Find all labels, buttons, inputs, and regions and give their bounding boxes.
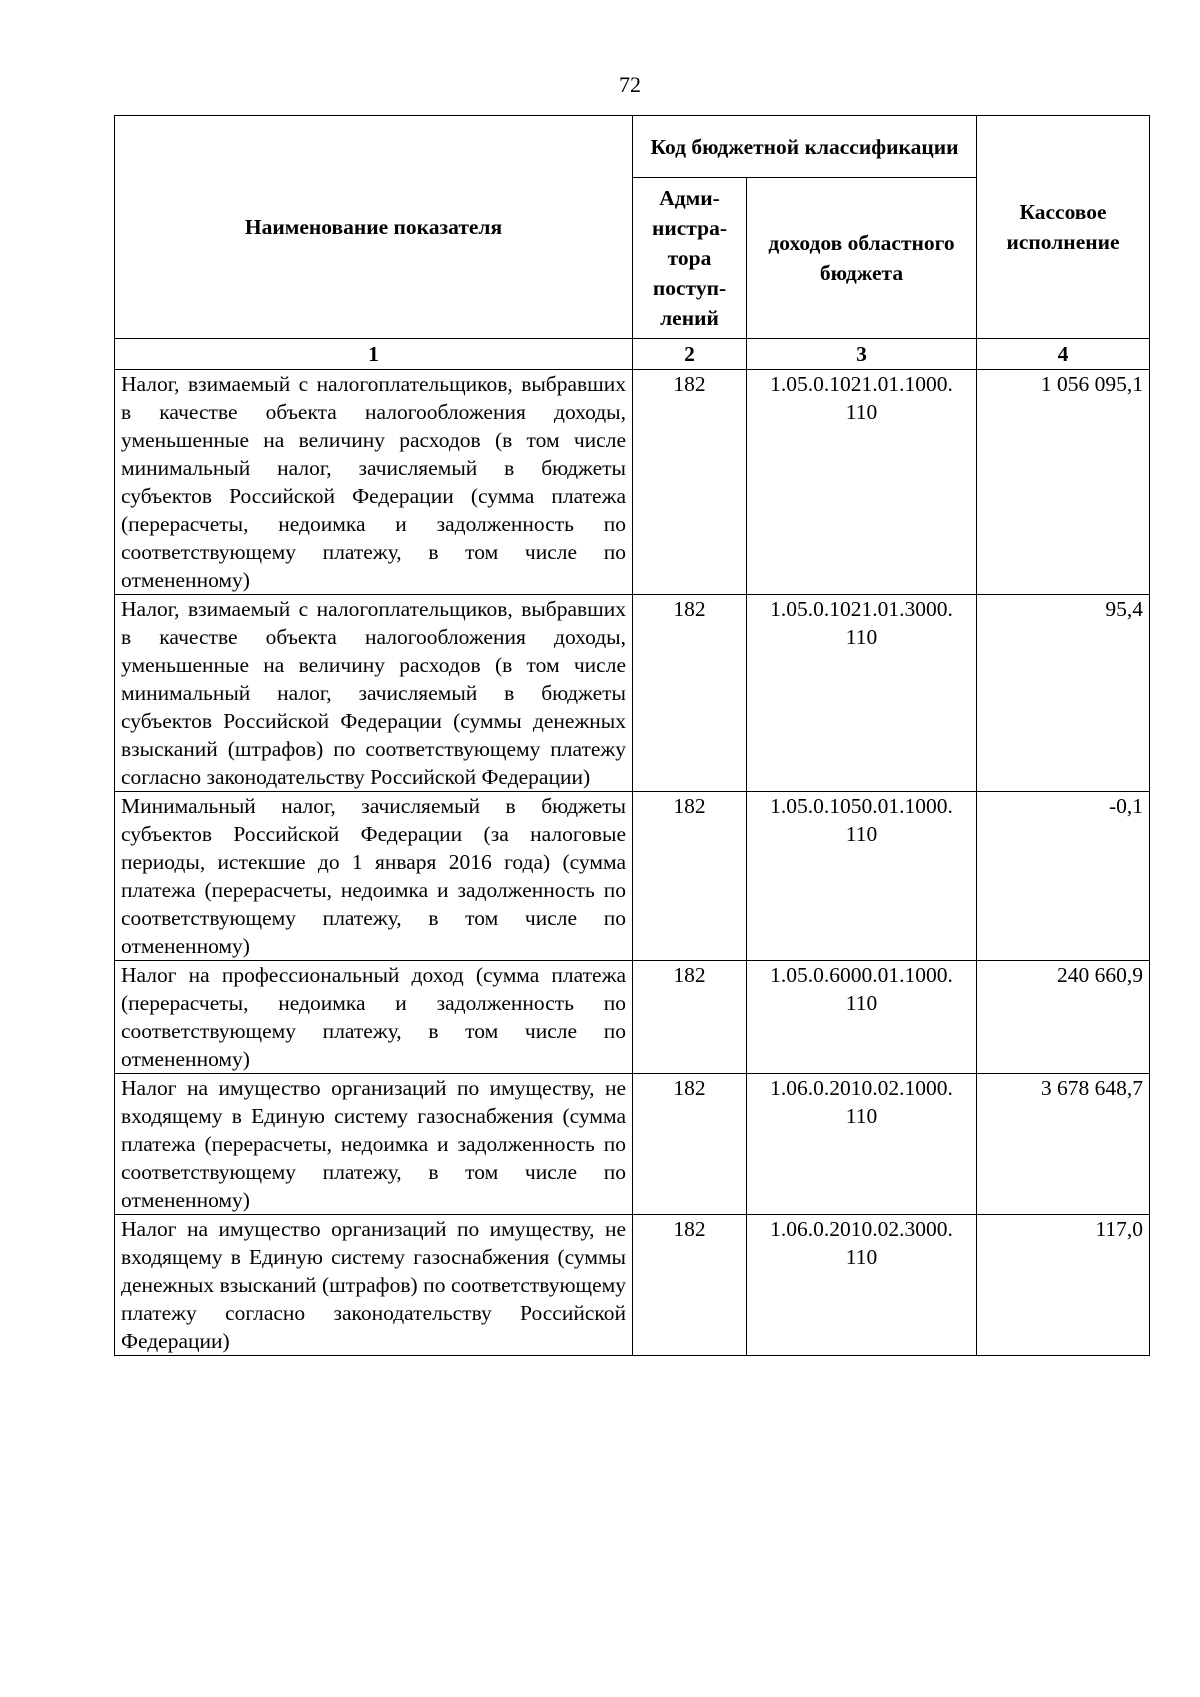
indicator-name: Налог, взимаемый с налогоплательщиков, выбравших в качестве объекта налогообложения доходы, уменьшенные на величину расходов (в том числе минимальный налог, зачисляемый в бюджеты субъектов Российской Федерации (сумма платежа (перерасчеты, недоимка и задолженность по соответствующему платежу, в том числе по отмененному) bbox=[115, 370, 633, 595]
cash-execution-value: 3 678 648,7 bbox=[977, 1074, 1150, 1215]
administrator-code: 182 bbox=[633, 1074, 747, 1215]
header-row-1 bbox=[115, 116, 1150, 178]
revenue-code: 1.05.0.6000.01.1000. 110 bbox=[747, 961, 977, 1074]
administrator-code: 182 bbox=[633, 792, 747, 961]
revenue-code: 1.06.0.2010.02.1000. 110 bbox=[747, 1074, 977, 1215]
table-row bbox=[115, 595, 1150, 792]
header-cash-execution: Кассовое исполнение bbox=[977, 116, 1150, 339]
column-number-4: 4 bbox=[977, 339, 1150, 370]
indicator-name: Налог, взимаемый с налогоплательщиков, выбравших в качестве объекта налогообложения доходы, уменьшенные на величину расходов (в том числе минимальный налог, зачисляемый в бюджеты субъектов Российской Федерации (суммы денежных взысканий (штрафов) по соответствующему платежу согласно законодательству Российской Федерации) bbox=[115, 595, 633, 792]
header-regional-budget-revenue: доходов областного бюджета bbox=[747, 178, 977, 339]
table-row bbox=[115, 1074, 1150, 1215]
table-row bbox=[115, 792, 1150, 961]
header-indicator-name: Наименование показателя bbox=[115, 116, 633, 339]
table-row bbox=[115, 1215, 1150, 1356]
administrator-code: 182 bbox=[633, 961, 747, 1074]
administrator-code: 182 bbox=[633, 595, 747, 792]
header-budget-classification-code: Код бюджетной классификации bbox=[633, 116, 977, 178]
indicator-name: Налог на профессиональный доход (сумма платежа (перерасчеты, недоимка и задолженность по соответствующему платежу, в том числе по отмененному) bbox=[115, 961, 633, 1074]
column-number-1: 1 bbox=[115, 339, 633, 370]
page-number: 72 bbox=[619, 72, 641, 97]
revenue-code: 1.05.0.1021.01.1000. 110 bbox=[747, 370, 977, 595]
column-number-2: 2 bbox=[633, 339, 747, 370]
header-revenue-administrator: Адми-нистра-тора поступ-лений bbox=[633, 178, 747, 339]
indicator-name: Налог на имущество организаций по имуществу, не входящему в Единую систему газоснабжения (сумма платежа (перерасчеты, недоимка и задолженность по соответствующему платежу, в том числе по отмененному) bbox=[115, 1074, 633, 1215]
cash-execution-value: 240 660,9 bbox=[977, 961, 1150, 1074]
table-row bbox=[115, 370, 1150, 595]
administrator-code: 182 bbox=[633, 1215, 747, 1356]
column-number-row bbox=[115, 339, 1150, 370]
revenue-code: 1.06.0.2010.02.3000. 110 bbox=[747, 1215, 977, 1356]
table-row bbox=[115, 961, 1150, 1074]
revenue-code: 1.05.0.1050.01.1000. 110 bbox=[747, 792, 977, 961]
table-body bbox=[115, 370, 1150, 1356]
cash-execution-value: 95,4 bbox=[977, 595, 1150, 792]
cash-execution-value: 117,0 bbox=[977, 1215, 1150, 1356]
indicator-name: Минимальный налог, зачисляемый в бюджеты субъектов Российской Федерации (за налоговые периоды, истекшие до 1 января 2016 года) (сумма платежа (перерасчеты, недоимка и задолженность по соответствующему платежу, в том числе по отмененному) bbox=[115, 792, 633, 961]
administrator-code: 182 bbox=[633, 370, 747, 595]
revenue-code: 1.05.0.1021.01.3000. 110 bbox=[747, 595, 977, 792]
indicator-name: Налог на имущество организаций по имуществу, не входящему в Единую систему газоснабжения (суммы денежных взысканий (штрафов) по соответствующему платежу согласно законодательству Российской Федерации) bbox=[115, 1215, 633, 1356]
budget-revenue-table bbox=[114, 115, 1150, 1356]
table-header bbox=[115, 116, 1150, 370]
cash-execution-value: 1 056 095,1 bbox=[977, 370, 1150, 595]
column-number-3: 3 bbox=[747, 339, 977, 370]
cash-execution-value: -0,1 bbox=[977, 792, 1150, 961]
